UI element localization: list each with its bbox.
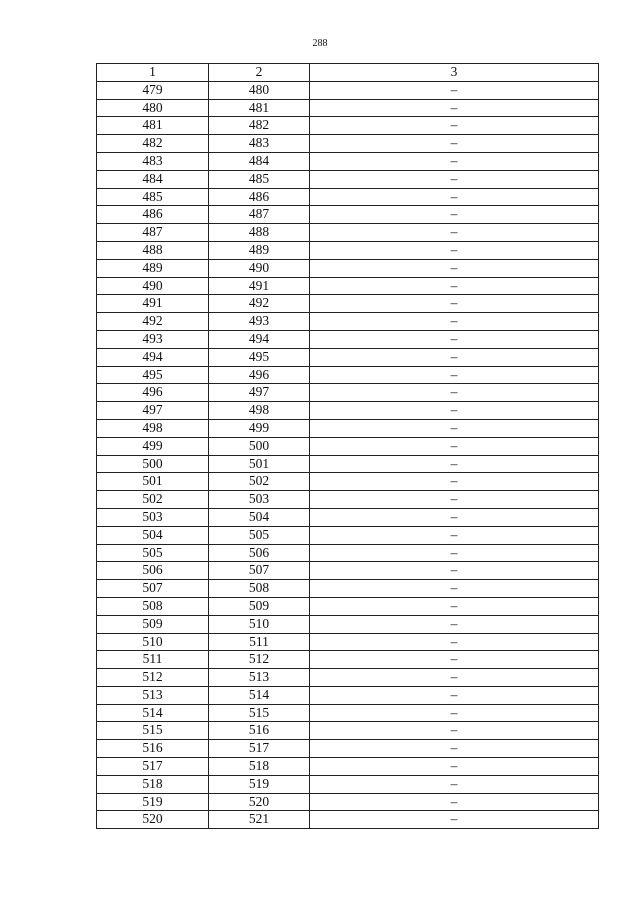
table-cell-col-2: 493 xyxy=(209,313,310,331)
table-cell-col-3: – xyxy=(310,81,599,99)
table-cell-col-1: 480 xyxy=(97,99,209,117)
table-cell-col-1: 509 xyxy=(97,615,209,633)
table-cell-col-1: 504 xyxy=(97,526,209,544)
table-cell-col-3: – xyxy=(310,419,599,437)
table-cell-col-2: 492 xyxy=(209,295,310,313)
table-cell-col-2: 480 xyxy=(209,81,310,99)
table-cell-col-2: 520 xyxy=(209,793,310,811)
table-cell-col-2: 496 xyxy=(209,366,310,384)
table-cell-col-1: 492 xyxy=(97,313,209,331)
table-row xyxy=(97,704,599,722)
table-cell-col-1: 516 xyxy=(97,740,209,758)
table-cell-col-2: 516 xyxy=(209,722,310,740)
table-cell-col-2: 497 xyxy=(209,384,310,402)
table-cell-col-1: 501 xyxy=(97,473,209,491)
table-cell-col-3: – xyxy=(310,170,599,188)
table-cell-col-3: – xyxy=(310,793,599,811)
table-cell-col-2: 500 xyxy=(209,437,310,455)
table-cell-col-2: 502 xyxy=(209,473,310,491)
table-row xyxy=(97,170,599,188)
table-cell-col-3: – xyxy=(310,384,599,402)
table-cell-col-3: – xyxy=(310,722,599,740)
table-cell-col-1: 510 xyxy=(97,633,209,651)
table-cell-col-3: – xyxy=(310,241,599,259)
table-cell-col-3: – xyxy=(310,758,599,776)
table-cell-col-2: 489 xyxy=(209,241,310,259)
table-cell-col-1: 518 xyxy=(97,775,209,793)
table-cell-col-2: 506 xyxy=(209,544,310,562)
table-cell-col-1: 508 xyxy=(97,597,209,615)
table-cell-col-2: 505 xyxy=(209,526,310,544)
table-cell-col-1: 486 xyxy=(97,206,209,224)
table-cell-col-1: 481 xyxy=(97,117,209,135)
table-cell-col-1: 513 xyxy=(97,686,209,704)
table-body xyxy=(97,81,599,828)
table-cell-col-2: 513 xyxy=(209,669,310,687)
table-cell-col-2: 482 xyxy=(209,117,310,135)
table-row xyxy=(97,295,599,313)
table-cell-col-2: 511 xyxy=(209,633,310,651)
table-cell-col-1: 483 xyxy=(97,152,209,170)
table-cell-col-3: – xyxy=(310,330,599,348)
table-row xyxy=(97,277,599,295)
table-row xyxy=(97,206,599,224)
table-cell-col-2: 518 xyxy=(209,758,310,776)
table-cell-col-3: – xyxy=(310,259,599,277)
table-cell-col-3: – xyxy=(310,562,599,580)
table-row xyxy=(97,152,599,170)
table-cell-col-1: 493 xyxy=(97,330,209,348)
table-cell-col-1: 502 xyxy=(97,491,209,509)
table-row xyxy=(97,366,599,384)
table-cell-col-3: – xyxy=(310,580,599,598)
table-row xyxy=(97,455,599,473)
table-cell-col-2: 494 xyxy=(209,330,310,348)
table-row xyxy=(97,740,599,758)
table-row xyxy=(97,384,599,402)
table-row xyxy=(97,811,599,829)
table-cell-col-3: – xyxy=(310,491,599,509)
table-row xyxy=(97,224,599,242)
table-cell-col-3: – xyxy=(310,152,599,170)
table-cell-col-1: 489 xyxy=(97,259,209,277)
table-cell-col-2: 491 xyxy=(209,277,310,295)
table-cell-col-1: 487 xyxy=(97,224,209,242)
table-cell-col-2: 521 xyxy=(209,811,310,829)
table-cell-col-3: – xyxy=(310,277,599,295)
table-row xyxy=(97,508,599,526)
table-cell-col-2: 519 xyxy=(209,775,310,793)
table-cell-col-1: 482 xyxy=(97,135,209,153)
table-cell-col-1: 490 xyxy=(97,277,209,295)
table-row xyxy=(97,793,599,811)
table-row xyxy=(97,562,599,580)
table-row xyxy=(97,437,599,455)
table-row xyxy=(97,330,599,348)
table-cell-col-1: 479 xyxy=(97,81,209,99)
table-row xyxy=(97,135,599,153)
table-cell-col-3: – xyxy=(310,775,599,793)
table-cell-col-1: 506 xyxy=(97,562,209,580)
table-cell-col-2: 483 xyxy=(209,135,310,153)
table-cell-col-1: 515 xyxy=(97,722,209,740)
table-row xyxy=(97,241,599,259)
table-row xyxy=(97,81,599,99)
table-row xyxy=(97,348,599,366)
table-cell-col-3: – xyxy=(310,366,599,384)
table-cell-col-2: 499 xyxy=(209,419,310,437)
table-cell-col-3: – xyxy=(310,526,599,544)
table-cell-col-1: 511 xyxy=(97,651,209,669)
table-row xyxy=(97,313,599,331)
table-cell-col-3: – xyxy=(310,206,599,224)
table-cell-col-1: 503 xyxy=(97,508,209,526)
table-cell-col-2: 485 xyxy=(209,170,310,188)
table-cell-col-2: 515 xyxy=(209,704,310,722)
table-row xyxy=(97,775,599,793)
table-cell-col-1: 498 xyxy=(97,419,209,437)
table-row xyxy=(97,686,599,704)
table-cell-col-2: 481 xyxy=(209,99,310,117)
table-cell-col-2: 507 xyxy=(209,562,310,580)
table-cell-col-3: – xyxy=(310,651,599,669)
table-row xyxy=(97,722,599,740)
table-cell-col-3: – xyxy=(310,224,599,242)
table-row xyxy=(97,544,599,562)
table-cell-col-1: 517 xyxy=(97,758,209,776)
table-cell-col-2: 498 xyxy=(209,402,310,420)
table-row xyxy=(97,597,599,615)
table-cell-col-1: 499 xyxy=(97,437,209,455)
data-table xyxy=(96,63,599,829)
table-cell-col-1: 505 xyxy=(97,544,209,562)
table-cell-col-1: 512 xyxy=(97,669,209,687)
table-row xyxy=(97,615,599,633)
table-cell-col-3: – xyxy=(310,686,599,704)
table-cell-col-1: 519 xyxy=(97,793,209,811)
table-row xyxy=(97,580,599,598)
table-cell-col-2: 486 xyxy=(209,188,310,206)
table-row xyxy=(97,188,599,206)
table-cell-col-3: – xyxy=(310,99,599,117)
table-cell-col-1: 491 xyxy=(97,295,209,313)
table-cell-col-2: 510 xyxy=(209,615,310,633)
table-cell-col-1: 507 xyxy=(97,580,209,598)
table-cell-col-2: 487 xyxy=(209,206,310,224)
table-cell-col-3: – xyxy=(310,348,599,366)
column-header-1: 1 xyxy=(97,64,209,82)
column-header-3: 3 xyxy=(310,64,599,82)
table-header-row xyxy=(97,64,599,82)
table-cell-col-2: 490 xyxy=(209,259,310,277)
table-cell-col-3: – xyxy=(310,740,599,758)
table-cell-col-2: 488 xyxy=(209,224,310,242)
table-cell-col-1: 496 xyxy=(97,384,209,402)
table-cell-col-1: 488 xyxy=(97,241,209,259)
table-cell-col-1: 494 xyxy=(97,348,209,366)
table-row xyxy=(97,402,599,420)
table-cell-col-2: 517 xyxy=(209,740,310,758)
table-row xyxy=(97,669,599,687)
column-header-2: 2 xyxy=(209,64,310,82)
table-cell-col-3: – xyxy=(310,295,599,313)
table-cell-col-3: – xyxy=(310,811,599,829)
table-cell-col-2: 508 xyxy=(209,580,310,598)
table-row xyxy=(97,259,599,277)
table-row xyxy=(97,473,599,491)
table-cell-col-3: – xyxy=(310,704,599,722)
table-row xyxy=(97,117,599,135)
table-cell-col-1: 520 xyxy=(97,811,209,829)
table-row xyxy=(97,491,599,509)
table-cell-col-3: – xyxy=(310,633,599,651)
table-cell-col-3: – xyxy=(310,544,599,562)
table-cell-col-3: – xyxy=(310,117,599,135)
table-cell-col-2: 514 xyxy=(209,686,310,704)
table-cell-col-3: – xyxy=(310,437,599,455)
table-cell-col-3: – xyxy=(310,455,599,473)
table-cell-col-2: 503 xyxy=(209,491,310,509)
table-cell-col-2: 501 xyxy=(209,455,310,473)
table-cell-col-1: 514 xyxy=(97,704,209,722)
table-cell-col-3: – xyxy=(310,669,599,687)
table-cell-col-2: 495 xyxy=(209,348,310,366)
table-row xyxy=(97,526,599,544)
table-row xyxy=(97,651,599,669)
table-cell-col-2: 512 xyxy=(209,651,310,669)
table-cell-col-1: 500 xyxy=(97,455,209,473)
table-row xyxy=(97,758,599,776)
table-cell-col-2: 504 xyxy=(209,508,310,526)
table-cell-col-2: 509 xyxy=(209,597,310,615)
page-number: 288 xyxy=(312,38,328,49)
table-cell-col-3: – xyxy=(310,402,599,420)
table-row xyxy=(97,419,599,437)
table-cell-col-1: 485 xyxy=(97,188,209,206)
table-cell-col-3: – xyxy=(310,188,599,206)
table-cell-col-3: – xyxy=(310,135,599,153)
table-cell-col-1: 484 xyxy=(97,170,209,188)
table-row xyxy=(97,633,599,651)
table-cell-col-3: – xyxy=(310,508,599,526)
table-cell-col-1: 497 xyxy=(97,402,209,420)
table-cell-col-3: – xyxy=(310,313,599,331)
table-cell-col-3: – xyxy=(310,597,599,615)
table-cell-col-3: – xyxy=(310,473,599,491)
table-row xyxy=(97,99,599,117)
table-cell-col-2: 484 xyxy=(209,152,310,170)
table-cell-col-1: 495 xyxy=(97,366,209,384)
table-cell-col-3: – xyxy=(310,615,599,633)
